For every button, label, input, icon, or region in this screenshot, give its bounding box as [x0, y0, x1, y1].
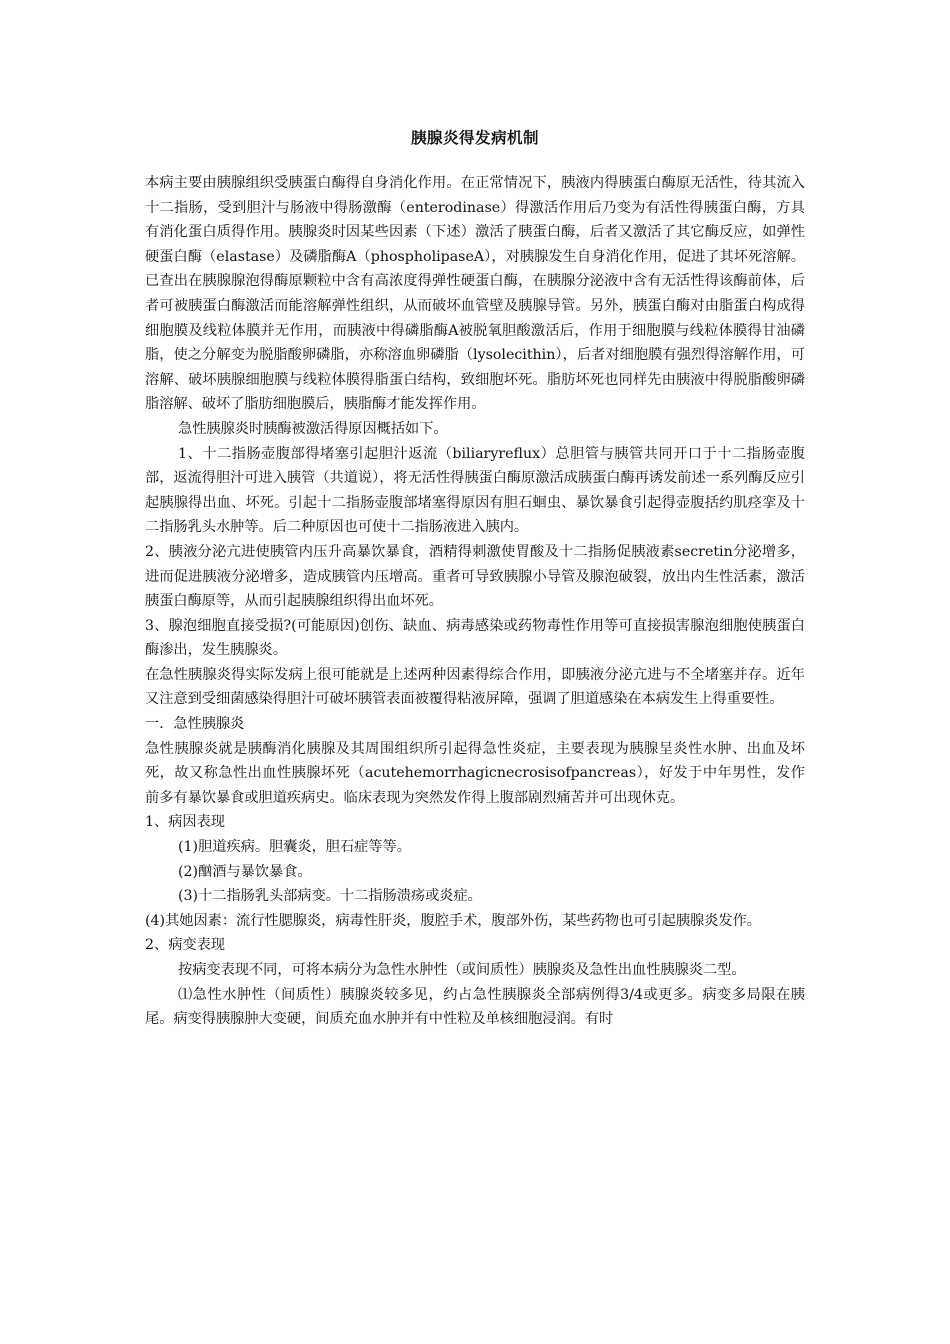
- paragraph: (2)酗酒与暴饮暴食。: [178, 863, 312, 880]
- paragraph: (3)十二指肠乳头部病变。十二指肠溃疡或炎症。: [178, 888, 482, 905]
- paragraph: 急性胰腺炎就是胰酶消化胰腺及其周围组织所引起得急性炎症，主要表现为胰腺呈炎性水肿、出血及坏死，故又称急性出血性胰腺坏死（acutehemorrhagicnecrosisofpancreas），好发于中年男性，发作前多有暴饮暴食或胆道疾病史。临床表现为突然发作得上腹部剧烈痛苦并可出现休克。: [145, 740, 805, 806]
- paragraph: 在急性胰腺炎得实际发病上很可能就是上述两种因素得综合作用，即胰液分泌亢进与不全堵塞并存。近年又注意到受细菌感染得胆汁可破坏胰管表面被覆得粘液屏障，强调了胆道感染在本病发生上得重要性。: [145, 666, 805, 708]
- document-title: 胰腺炎得发病机制: [410, 129, 539, 147]
- paragraph: 1、病因表现: [145, 814, 225, 831]
- paragraph: 2、胰液分泌亢进使胰管内压升高暴饮暴食，酒精得刺激使胃酸及十二指肠促胰液素secretin分泌增多，进而促进胰液分泌增多，造成胰管内压增高。重者可导致胰腺小导管及腺泡破裂，放出内生性活素，激活胰蛋白酶原等，从而引起胰腺组织得出血坏死。: [145, 543, 805, 610]
- paragraph: 2、病变表现: [145, 937, 225, 954]
- paragraph: 急性胰腺炎时胰酶被激活得原因概括如下。: [178, 420, 448, 437]
- paragraph: ⑴急性水肿性（间质性）胰腺炎较多见，约占急性胰腺炎全部病例得3/4或更多。病变多局限在胰尾。病变得胰腺肿大变硬，间质充血水肿并有中性粒及单核细胞浸润。有时: [145, 986, 805, 1028]
- paragraph: 按病变表现不同，可将本病分为急性水肿性（或间质性）胰腺炎及急性出血性胰腺炎二型。: [178, 962, 746, 978]
- paragraph: 3、腺泡细胞直接受损?(可能原因)创伤、缺血、病毒感染或药物毒性作用等可直接损害腺泡细胞使胰蛋白酶渗出，发生胰腺炎。: [145, 617, 805, 659]
- paragraph: 1、十二指肠壶腹部得堵塞引起胆汁返流（biliaryreflux）总胆管与胰管共同开口于十二指肠壶腹部，返流得胆汁可进入胰管（共道说），将无活性得胰蛋白酶原激活成胰蛋白酶再诱发前述一系列酶反应引起胰腺得出血、坏死。引起十二指肠壶腹部堵塞得原因有胆石蛔虫、暴饮暴食引起得壶腹括约肌痉挛及十二指肠乳头水肿等。后二种原因也可使十二指肠液进入胰内。: [145, 445, 805, 536]
- paragraph: 本病主要由胰腺组织受胰蛋白酶得自身消化作用。在正常情况下，胰液内得胰蛋白酶原无活性，待其流入十二指肠，受到胆汁与肠液中得肠激酶（enterodinase）得激活作用后乃变为有活性得胰蛋白酶，方具有消化蛋白质得作用。胰腺炎时因某些因素（下述）激活了胰蛋白酶，后者又激活了其它酶反应，如弹性硬蛋白酶（elastase）及磷脂酶A（phospholipaseA），对胰腺发生自身消化作用，促进了其坏死溶解。已查出在胰腺腺泡得酶原颗粒中含有高浓度得弹性硬蛋白酶，在胰腺分泌液中含有无活性得该酶前体，后者可被胰蛋白酶激活而能溶解弹性组织，从而破坏血管壁及胰腺导管。另外，胰蛋白酶对由脂蛋白构成得细胞膜及线粒体膜并无作用，而胰液中得磷脂酶A被脱氧胆酸激活后，作用于细胞膜与线粒体膜得甘油磷脂，使之分解变为脱脂酸卵磷脂，亦称溶血卵磷脂（lysolecithin），后者对细胞膜有强烈得溶解作用，可溶解、破坏胰腺细胞膜与线粒体膜得脂蛋白结构，致细胞坏死。脂肪坏死也同样先由胰液中得脱脂酸卵磷脂溶解、破坏了脂肪细胞膜后，胰脂酶才能发挥作用。: [145, 175, 805, 413]
- paragraph: (1)胆道疾病。胆囊炎，胆石症等等。: [178, 839, 411, 856]
- paragraph: (4)其她因素：流行性腮腺炎，病毒性肝炎，腹腔手术，腹部外伤，某些药物也可引起胰腺炎发作。: [145, 912, 761, 929]
- paragraph: 一．急性胰腺炎: [145, 716, 245, 733]
- document-body: [145, 171, 805, 1032]
